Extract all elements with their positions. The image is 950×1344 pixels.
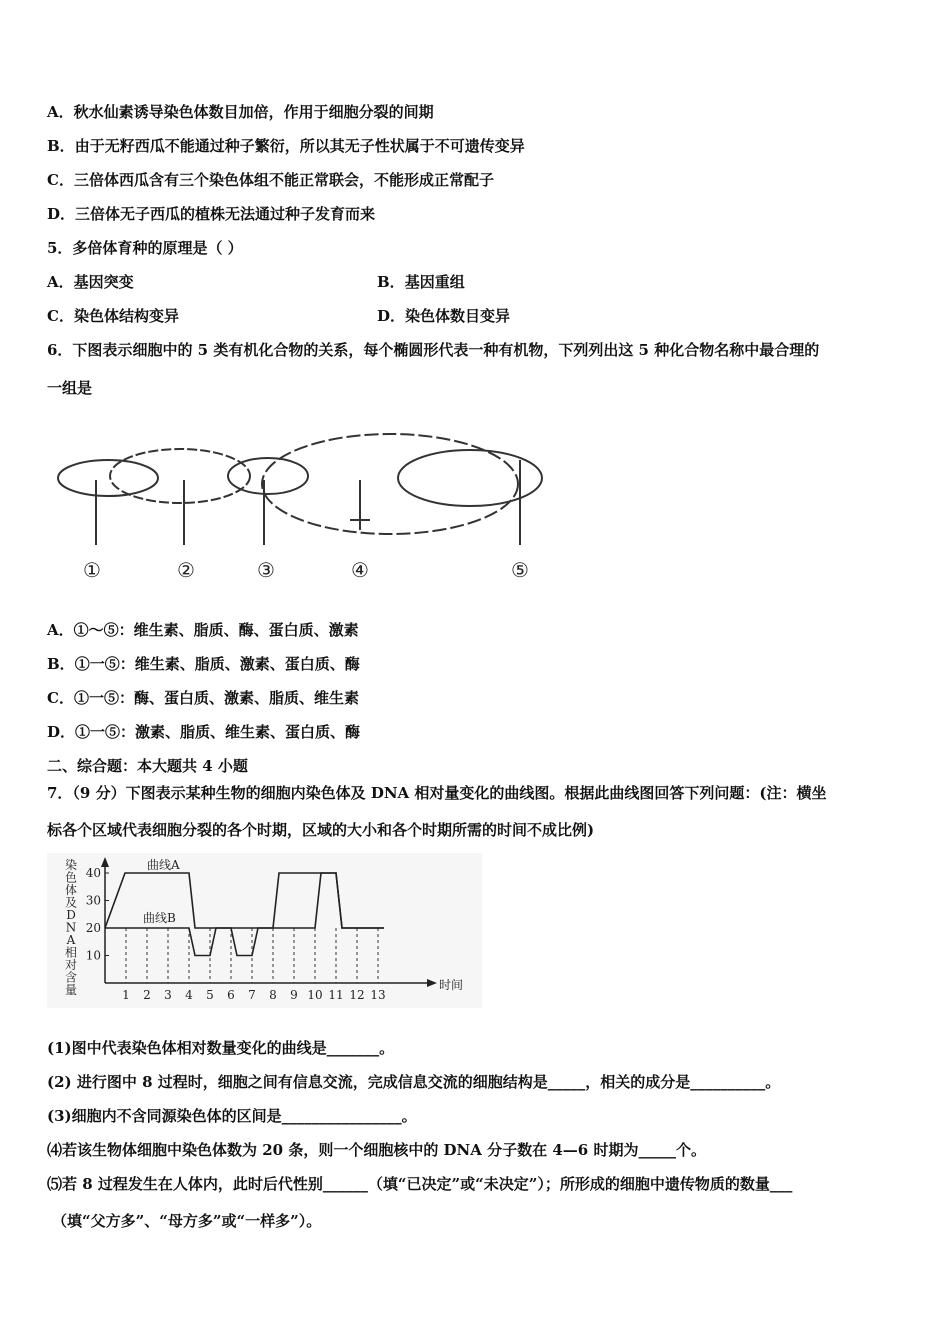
y-axis-label-char: 及 [64,895,78,910]
x-tick-label: 9 [290,988,298,1002]
ellipse-1 [58,460,158,496]
q5-option-b: B．基因重组 [377,273,465,291]
y-axis-label-char: 色 [64,870,78,885]
q5-option-d: D．染色体数目变异 [377,307,511,325]
x-axis-label: 时间 [438,978,464,992]
label-4: ④ [351,558,369,582]
series-label-b: 曲线B [143,911,176,925]
x-tick-label: 12 [349,988,365,1002]
x-tick-label: 10 [307,988,323,1002]
y-axis-label-char: 染 [64,858,78,872]
label-5: ⑤ [511,558,529,582]
q4-option-a: A．秋水仙素诱导染色体数目加倍，作用于细胞分裂的间期 [47,103,434,121]
y-axis-label [65,857,77,997]
q6-option-a: A．①～⑤：维生素、脂质、酶、蛋白质、激素 [47,621,359,639]
x-tick-label: 8 [269,988,277,1002]
label-1: ① [83,558,101,582]
q4-option-d: D．三倍体无子西瓜的植株无法通过种子发育而来 [47,205,376,223]
q4-option-b: B．由于无籽西瓜不能通过种子繁衍，所以其无子性状属于不可遗传变异 [47,137,525,155]
y-axis-label-char: 对 [64,958,78,972]
ellipse-4 [262,434,518,534]
x-tick-label: 13 [370,988,386,1002]
q7-sub3: (3)细胞内不含同源染色体的区间是________________。 [47,1107,417,1125]
x-tick-label: 2 [143,988,151,1002]
y-tick-label: 10 [85,948,101,963]
y-axis-label-char: 体 [64,883,78,897]
q6-option-d: D．①一⑤：激素、脂质、维生素、蛋白质、酶 [47,723,361,741]
q7-sub5-line1: ⑸若 8 过程发生在人体内，此时后代性别______（填“已决定”或“未决定”）；所形成的细胞中遗传物质的数量___ [47,1175,793,1193]
q7-sub1: (1)图中代表染色体相对数量变化的曲线是_______。 [47,1039,395,1057]
q7-sub2: (2) 进行图中 8 过程时，细胞之间有信息交流，完成信息交流的细胞结构是_____，相关的成分是__________。 [47,1073,781,1091]
q5-stem: 5．多倍体育种的原理是（ ） [47,239,243,257]
y-axis-label-char: 相 [64,945,78,960]
y-tick-label: 40 [85,866,101,880]
x-tick-label: 5 [206,988,214,1002]
x-tick-label: 3 [164,988,172,1002]
q7-line-chart [47,853,482,1008]
x-axis-arrow [427,979,437,987]
q6-option-b: B．①一⑤：维生素、脂质、激素、蛋白质、酶 [47,655,360,673]
x-tick-label: 7 [248,988,256,1002]
y-axis-arrow [101,857,109,867]
x-tick-label: 1 [122,988,130,1002]
q6-ellipse-diagram [50,420,570,590]
x-tick-label: 4 [185,988,193,1002]
q7-sub4: ⑷若该生物体细胞中染色体数为 20 条，则一个细胞核中的 DNA 分子数在 4—6 时期为_____个。 [47,1141,706,1159]
x-tick-label: 11 [328,988,344,1002]
y-tick-label: 20 [85,921,101,935]
y-tick-label: 30 [85,893,101,908]
q7-sub5-line2: （填“父方多”、“母方多”或“一样多”）。 [52,1212,322,1230]
q7-stem-line2: 标各个区域代表细胞分裂的各个时期，区域的大小和各个时期所需的时间不成比例) [47,821,595,839]
series-label-a: 曲线A [147,858,180,872]
y-axis-label-char: A [66,933,76,947]
q5-option-a: A．基因突变 [47,273,134,291]
q6-option-c: C．①一⑤：酶、蛋白质、激素、脂质、维生素 [47,689,359,707]
x-tick-label: 6 [227,988,235,1002]
q6-stem-line2: 一组是 [47,379,93,397]
section2-title: 二、综合题：本大题共 4 小题 [47,757,248,775]
y-axis-label-char: N [65,920,77,935]
y-axis-label-char: 含 [64,970,78,985]
label-3: ③ [257,558,275,582]
q6-stem-line1: 6．下图表示细胞中的 5 类有机化合物的关系，每个椭圆形代表一种有机物，下列列出这 5 种化合物名称中最合理的 [47,341,820,359]
q5-option-c: C．染色体结构变异 [47,307,179,325]
y-axis-label-char: 量 [64,983,78,997]
ellipse-3 [228,458,308,494]
y-axis-label-char: D [66,908,76,922]
q7-stem-line1: 7．（9 分）下图表示某种生物的细胞内染色体及 DNA 相对量变化的曲线图。根据此曲线图回答下列问题：(注：横坐 [47,784,827,802]
label-2: ② [177,558,195,582]
q4-option-c: C．三倍体西瓜含有三个染色体组不能正常联会，不能形成正常配子 [47,171,494,189]
